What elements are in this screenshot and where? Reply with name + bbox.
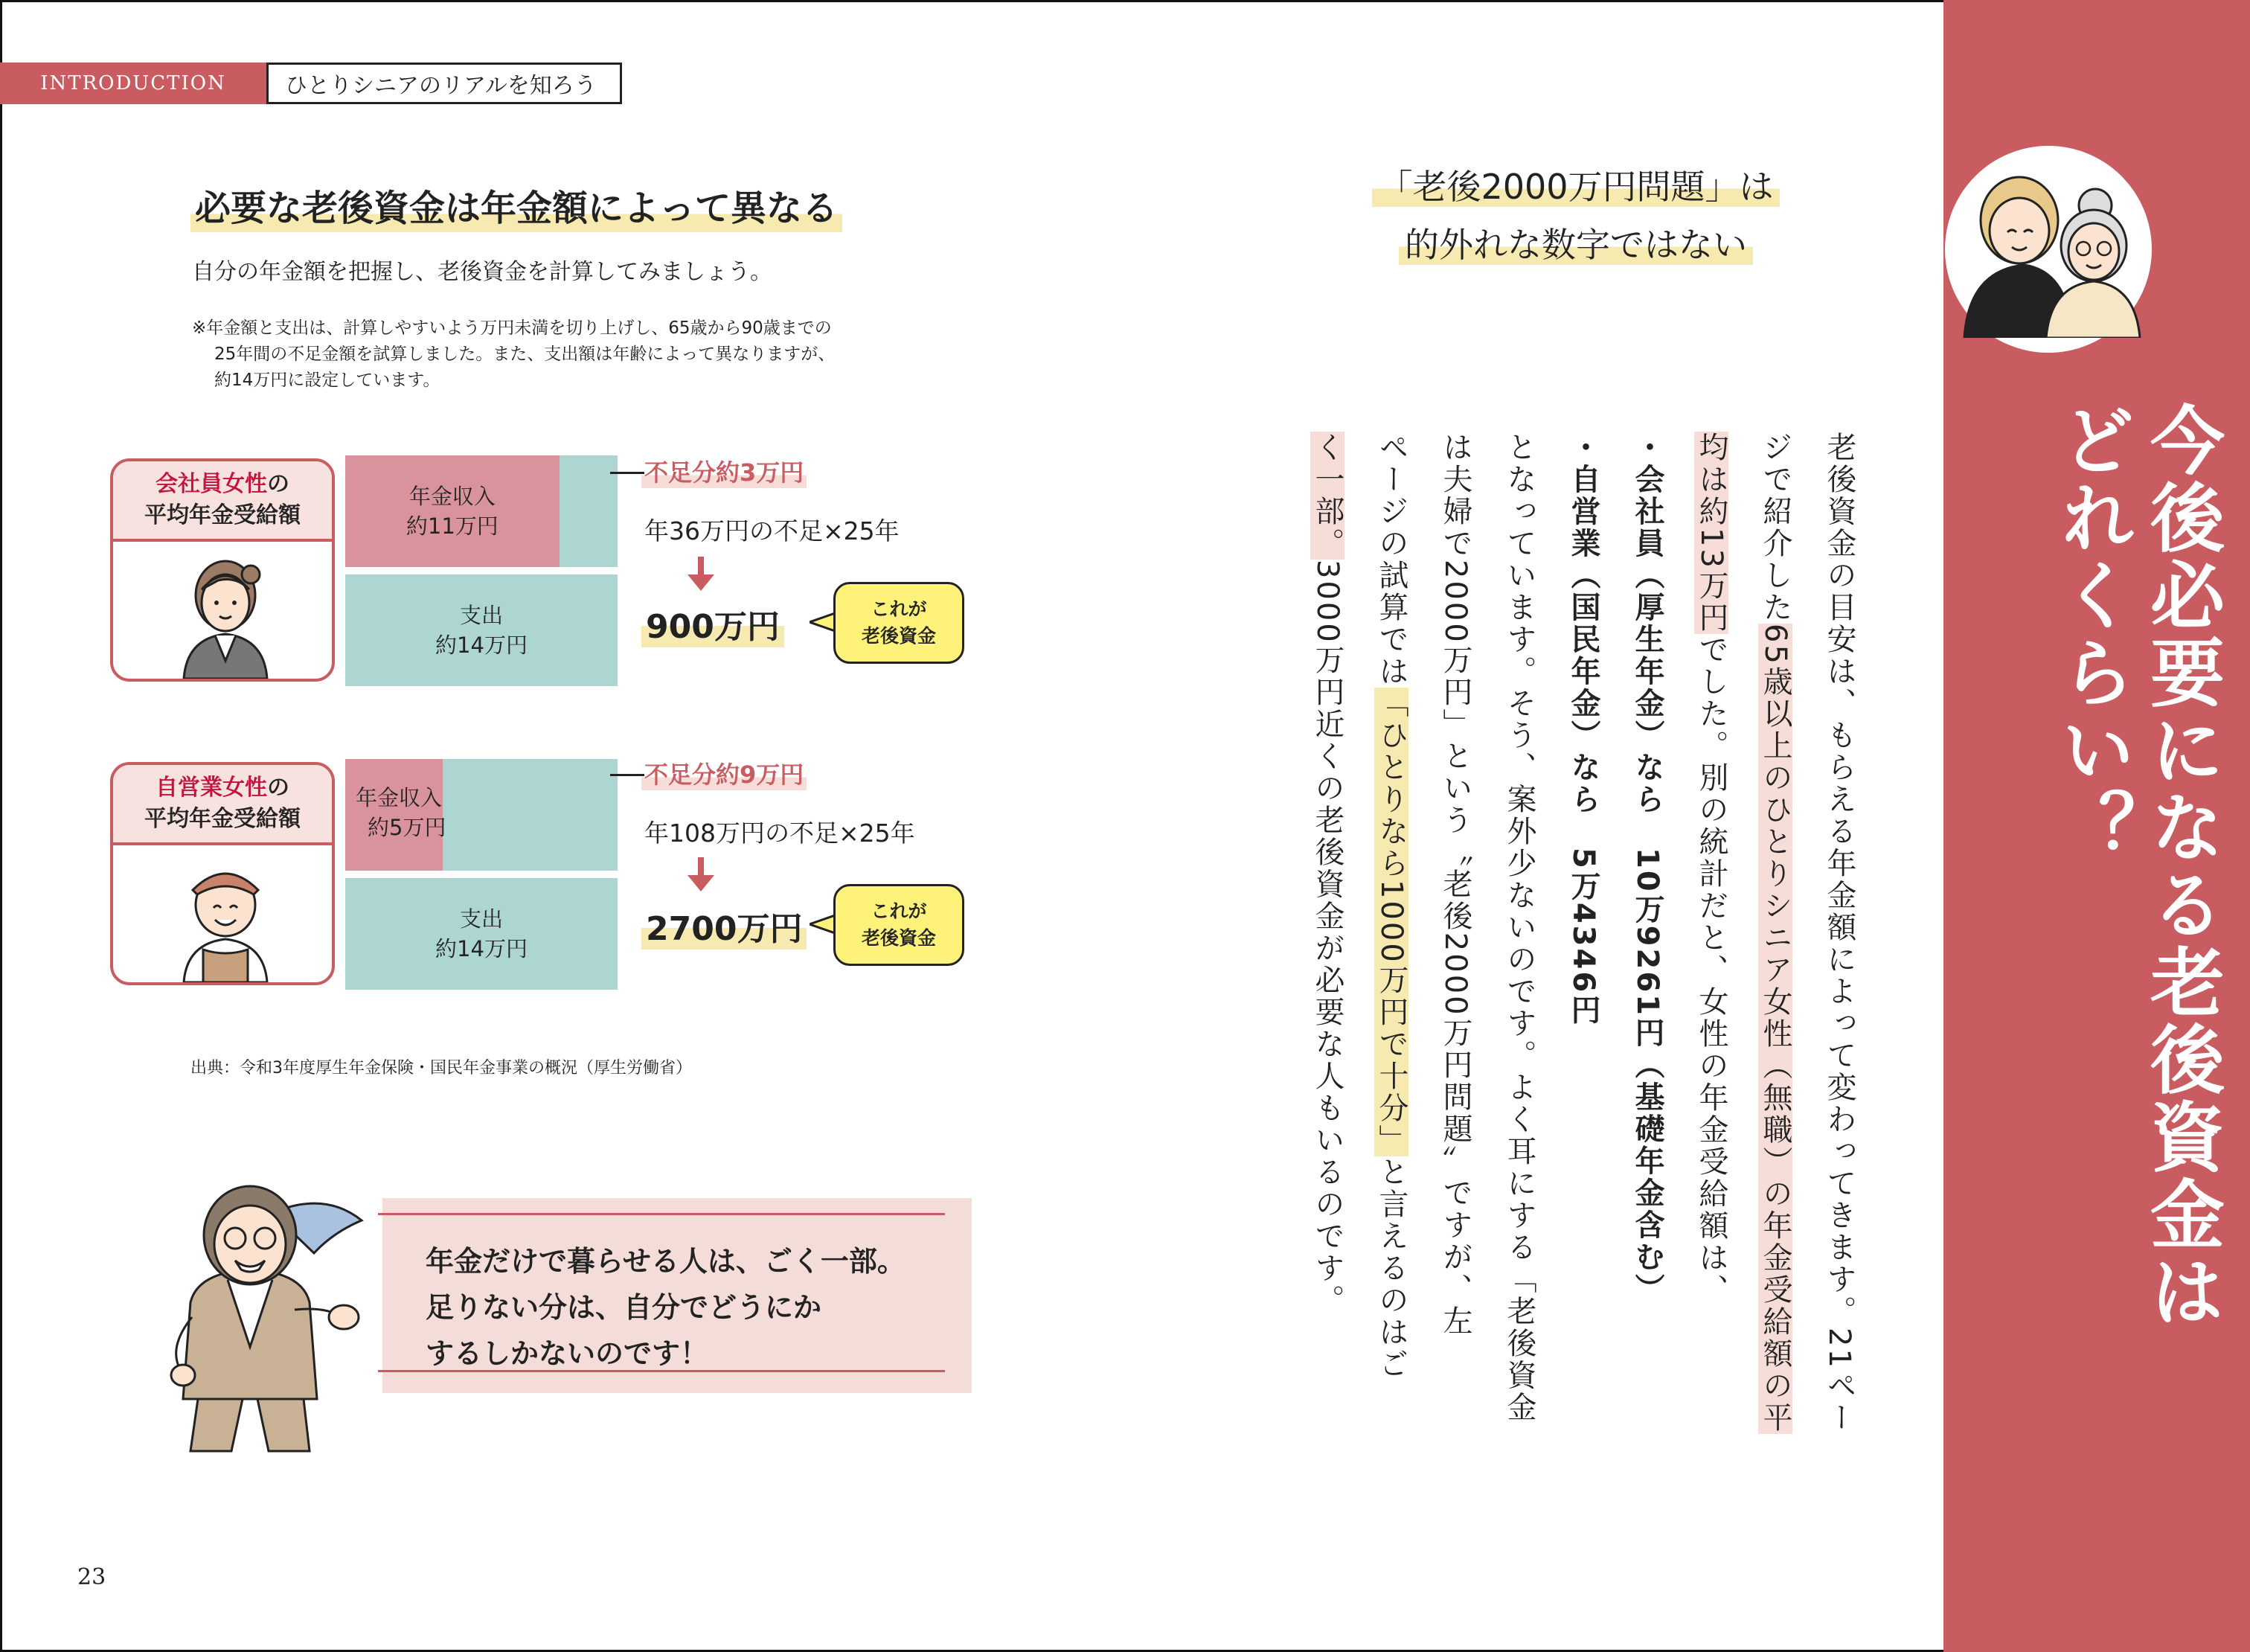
body-col-7: は夫婦で2000万円」という〝老後2000万円問題〟ですが、左: [1438, 432, 1472, 1337]
calc-text: 年108万円の不足×25年: [644, 819, 915, 848]
label-highlight: 会社員女性: [156, 471, 267, 497]
note-line: 25年間の不足金額を試算しました。また、支出額は年齢によって異なりますが、: [214, 345, 836, 364]
speech-line: するしかないのです！: [426, 1337, 709, 1370]
body-col-2: [1760, 432, 1790, 1434]
down-arrow-icon: [688, 857, 714, 891]
note-line: ※年金額と支出は、計算しやすいよう万円未満を切り上げし、65歳から90歳までの: [192, 318, 832, 338]
pension-label: 年金収入: [356, 785, 443, 810]
self-employed-card: [110, 762, 335, 985]
body-highlight: 均は約13万円: [1694, 432, 1728, 634]
shortfall-leader: [610, 472, 644, 474]
office-worker-card: [110, 458, 335, 682]
body-highlight: く一部。: [1310, 432, 1344, 560]
expense-amount: 約14万円: [435, 633, 528, 658]
expense-bar: [345, 878, 618, 990]
body-col-9: [1312, 432, 1342, 1316]
pointing-woman-illustration: [138, 1161, 391, 1459]
expense-label: 支出: [459, 603, 503, 628]
speech-text: [426, 1238, 906, 1377]
pension-amount: 約5万円: [368, 815, 446, 840]
expense-amount: 約14万円: [435, 936, 528, 961]
label-suffix: の: [267, 775, 289, 801]
expense-label: 支出: [459, 906, 503, 932]
pension-income-bar: [345, 759, 618, 871]
page-number-left: 23: [77, 1564, 106, 1590]
bubble-line: これが: [871, 900, 927, 922]
pension-label: 年金収入: [408, 484, 496, 509]
intro-subtitle: ひとりシニアのリアルを知ろう: [266, 63, 622, 104]
label-highlight: 自営業女性: [156, 775, 267, 801]
bubble-line: これが: [871, 598, 927, 620]
body-highlight: 「ひとりなら1000万円で十分」: [1374, 688, 1408, 1156]
right-heading: [1338, 158, 1814, 274]
source-citation: 出典：令和3年度厚生年金保険・国民年金事業の概況（厚生労働省）: [190, 1059, 692, 1078]
result-amount: 2700万円: [641, 902, 807, 950]
body-col-8: [1376, 432, 1406, 1380]
speech-bubble: [833, 884, 964, 966]
heading-line: 的外れな数字ではない: [1399, 225, 1753, 265]
shop-woman-illustration: [176, 845, 275, 982]
body-text: ジで紹介した: [1758, 432, 1792, 624]
intro-tag: INTRODUCTION: [0, 63, 266, 104]
label-line2: 平均年金受給額: [144, 806, 301, 832]
lead-text: 自分の年金額を把握し、老後資金を計算してみましょう。: [192, 259, 772, 285]
body-col-4: ・会社員（厚生年金）なら 10万9261円（基礎年金含む）: [1630, 432, 1664, 1305]
label-line2: 平均年金受給額: [144, 502, 301, 528]
shortfall-leader: [610, 774, 644, 776]
calculation-note: [192, 316, 973, 394]
label-suffix: の: [267, 471, 289, 497]
section-title: 必要な老後資金は年金額によって異なる: [190, 185, 842, 232]
body-col-3: [1696, 432, 1726, 1306]
speech-line: 年金だけで暮らせる人は、ごく一部。: [426, 1245, 906, 1278]
result-amount: 900万円: [641, 600, 784, 647]
body-col-5: ・自営業（国民年金）なら 5万4346円: [1566, 432, 1600, 1027]
speech-line: 足りない分は、自分でどうにか: [426, 1291, 822, 1324]
expense-bar: [345, 574, 618, 686]
body-col-1: 老後資金の目安は、もらえる年金額によって変わってきます。21ペー: [1822, 432, 1856, 1434]
pension-text: [356, 783, 446, 842]
body-text: ページの試算では: [1374, 432, 1408, 688]
note-line: 約14万円に設定しています。: [214, 371, 440, 390]
speech-bubble: [833, 582, 964, 664]
body-highlight: 65歳以上のひとりシニア女性（無職）の年金受給額の平: [1758, 624, 1792, 1434]
calc-text: 年36万円の不足×25年: [644, 516, 900, 545]
office-woman-illustration: [176, 542, 275, 679]
pension-amount: 約11万円: [406, 513, 499, 539]
chapter-title-line-2: どれくらい？: [2048, 402, 2135, 866]
body-col-6: となっています。そう、案外少ないのです。よく耳にする「老後資金: [1502, 432, 1536, 1424]
two-seniors-illustration: [1957, 159, 2143, 338]
body-text: でした。別の統計だと、女性の年金受給額は、: [1694, 633, 1728, 1306]
pension-income-bar: [345, 455, 618, 567]
shortfall-label: 不足分約9万円: [641, 756, 807, 790]
heading-line: 「老後2000万円問題」は: [1372, 167, 1779, 207]
body-text: と言えるのはご: [1374, 1156, 1408, 1380]
pension-fill: [345, 455, 560, 567]
profile-label: [113, 765, 332, 845]
body-text: 3000万円近くの老後資金が必要な人もいるのです。: [1310, 560, 1344, 1316]
down-arrow-icon: [688, 557, 714, 591]
bubble-line: 老後資金: [861, 625, 936, 647]
bubble-line: 老後資金: [861, 927, 936, 949]
chapter-title-line-1: 今後必要になる老後資金は: [2138, 402, 2225, 1331]
profile-label: [113, 461, 332, 542]
shortfall-label: 不足分約3万円: [641, 454, 807, 488]
